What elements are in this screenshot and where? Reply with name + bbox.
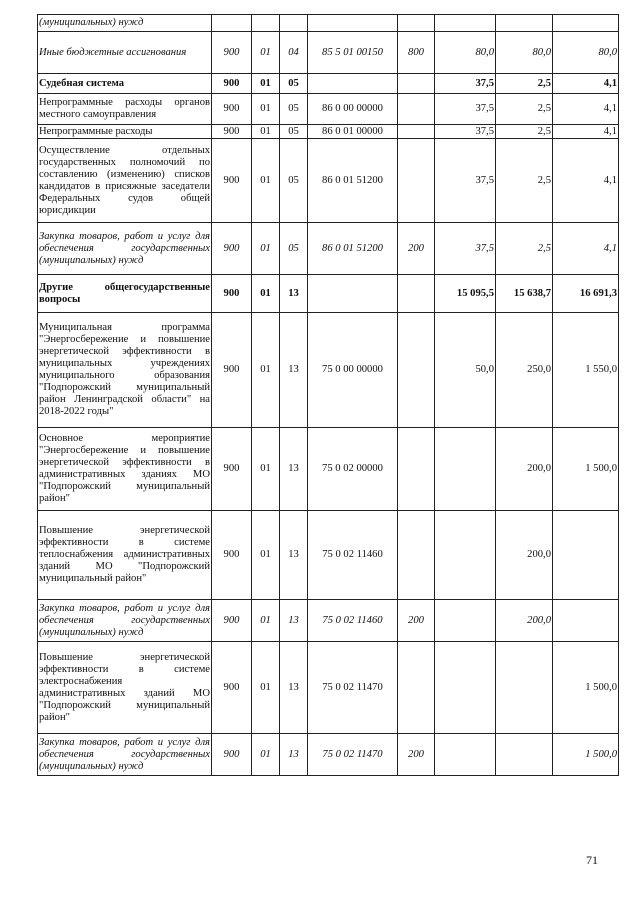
cell-amount-year-3: 4,1: [553, 139, 619, 223]
cell-amount-year-1: [435, 600, 496, 642]
table-row: [38, 139, 619, 223]
cell-expense-type: [398, 313, 435, 428]
cell-amount-year-1: [435, 428, 496, 511]
cell-section: [252, 15, 280, 32]
cell-admin-code: 900: [212, 139, 252, 223]
cell-amount-year-1: 37,5: [435, 139, 496, 223]
cell-admin-code: 900: [212, 313, 252, 428]
cell-name: Непрограммные расходы органов местного самоуправления: [38, 94, 212, 125]
table-row: [38, 600, 619, 642]
cell-amount-year-2: [496, 15, 553, 32]
cell-section: 01: [252, 94, 280, 125]
cell-amount-year-2: 200,0: [496, 600, 553, 642]
cell-admin-code: 900: [212, 94, 252, 125]
cell-target-article: 75 0 02 00000: [308, 428, 398, 511]
table-row: [38, 511, 619, 600]
cell-amount-year-1: [435, 511, 496, 600]
cell-subsection: 13: [280, 313, 308, 428]
cell-subsection: 13: [280, 428, 308, 511]
cell-amount-year-2: 80,0: [496, 32, 553, 74]
cell-name: Иные бюджетные ассигнования: [38, 32, 212, 74]
cell-amount-year-1: [435, 734, 496, 776]
cell-target-article: 86 0 00 00000: [308, 94, 398, 125]
cell-name: Другие общегосударственные вопросы: [38, 275, 212, 313]
cell-amount-year-2: [496, 734, 553, 776]
table-row: [38, 32, 619, 74]
cell-expense-type: 800: [398, 32, 435, 74]
cell-amount-year-3: 4,1: [553, 125, 619, 139]
cell-subsection: 13: [280, 734, 308, 776]
cell-amount-year-3: [553, 15, 619, 32]
table-row: [38, 223, 619, 275]
cell-name: Осуществление отдельных государственных полномочий по составлению (изменению) списков кандидатов в присяжные заседатели Федеральных судов общей юрисдикции: [38, 139, 212, 223]
cell-target-article: [308, 275, 398, 313]
cell-expense-type: [398, 74, 435, 94]
cell-amount-year-1: 37,5: [435, 94, 496, 125]
cell-amount-year-3: [553, 600, 619, 642]
cell-target-article: [308, 15, 398, 32]
cell-section: 01: [252, 734, 280, 776]
cell-section: 01: [252, 125, 280, 139]
table-row: [38, 74, 619, 94]
cell-amount-year-2: 15 638,7: [496, 275, 553, 313]
page-number: 71: [586, 853, 598, 867]
cell-subsection: 13: [280, 275, 308, 313]
cell-amount-year-2: 2,5: [496, 94, 553, 125]
cell-amount-year-3: 16 691,3: [553, 275, 619, 313]
cell-amount-year-3: 1 550,0: [553, 313, 619, 428]
cell-amount-year-2: 200,0: [496, 511, 553, 600]
cell-name: Закупка товаров, работ и услуг для обеспечения государственных (муниципальных) нужд: [38, 734, 212, 776]
cell-target-article: 86 0 01 51200: [308, 223, 398, 275]
cell-target-article: 75 0 02 11460: [308, 600, 398, 642]
cell-admin-code: 900: [212, 511, 252, 600]
cell-amount-year-2: 2,5: [496, 125, 553, 139]
cell-name: Закупка товаров, работ и услуг для обеспечения государственных (муниципальных) нужд: [38, 600, 212, 642]
table-row: [38, 15, 619, 32]
cell-expense-type: 200: [398, 223, 435, 275]
cell-amount-year-2: 2,5: [496, 223, 553, 275]
cell-admin-code: 900: [212, 32, 252, 74]
cell-target-article: 75 0 02 11470: [308, 642, 398, 734]
cell-section: 01: [252, 139, 280, 223]
cell-target-article: 86 0 01 51200: [308, 139, 398, 223]
cell-target-article: 75 0 00 00000: [308, 313, 398, 428]
cell-expense-type: [398, 139, 435, 223]
cell-amount-year-3: 4,1: [553, 74, 619, 94]
cell-subsection: 04: [280, 32, 308, 74]
cell-amount-year-1: [435, 15, 496, 32]
cell-amount-year-1: 80,0: [435, 32, 496, 74]
cell-amount-year-1: 37,5: [435, 125, 496, 139]
cell-amount-year-1: 37,5: [435, 223, 496, 275]
cell-expense-type: [398, 125, 435, 139]
cell-amount-year-2: 250,0: [496, 313, 553, 428]
cell-name: Повышение энергетической эффективности в системе электроснабжения административных зданий МО "Подпорожский муниципальный район": [38, 642, 212, 734]
cell-expense-type: [398, 511, 435, 600]
cell-name: Судебная система: [38, 74, 212, 94]
cell-name: Основное мероприятие "Энергосбережение и повышение энергетической эффективности в административных зданиях МО "Подпорожский муниципальный район": [38, 428, 212, 511]
table-row: [38, 642, 619, 734]
cell-amount-year-1: 15 095,5: [435, 275, 496, 313]
cell-amount-year-3: 1 500,0: [553, 734, 619, 776]
table-row: [38, 734, 619, 776]
cell-target-article: [308, 74, 398, 94]
cell-admin-code: 900: [212, 734, 252, 776]
cell-target-article: 75 0 02 11460: [308, 511, 398, 600]
cell-expense-type: [398, 275, 435, 313]
table-row: [38, 125, 619, 139]
cell-subsection: [280, 15, 308, 32]
table-row: [38, 428, 619, 511]
cell-amount-year-1: 37,5: [435, 74, 496, 94]
budget-table-body: [38, 15, 619, 776]
cell-admin-code: 900: [212, 125, 252, 139]
cell-subsection: 13: [280, 642, 308, 734]
cell-admin-code: 900: [212, 600, 252, 642]
cell-name: Непрограммные расходы: [38, 125, 212, 139]
cell-expense-type: 200: [398, 600, 435, 642]
cell-expense-type: 200: [398, 734, 435, 776]
cell-amount-year-2: 2,5: [496, 139, 553, 223]
cell-admin-code: [212, 15, 252, 32]
cell-expense-type: [398, 94, 435, 125]
cell-section: 01: [252, 600, 280, 642]
cell-subsection: 05: [280, 94, 308, 125]
cell-section: 01: [252, 428, 280, 511]
cell-subsection: 05: [280, 139, 308, 223]
cell-subsection: 13: [280, 600, 308, 642]
cell-subsection: 05: [280, 74, 308, 94]
cell-amount-year-3: 4,1: [553, 94, 619, 125]
cell-amount-year-1: [435, 642, 496, 734]
cell-name: Повышение энергетической эффективности в системе теплоснабжения административных зданий МО "Подпорожский муниципальный район": [38, 511, 212, 600]
cell-admin-code: 900: [212, 428, 252, 511]
cell-subsection: 05: [280, 125, 308, 139]
cell-section: 01: [252, 223, 280, 275]
cell-amount-year-1: 50,0: [435, 313, 496, 428]
table-row: [38, 313, 619, 428]
cell-expense-type: [398, 15, 435, 32]
table-row: [38, 94, 619, 125]
cell-subsection: 05: [280, 223, 308, 275]
table-row: [38, 275, 619, 313]
cell-name: Закупка товаров, работ и услуг для обеспечения государственных (муниципальных) нужд: [38, 223, 212, 275]
cell-target-article: 86 0 01 00000: [308, 125, 398, 139]
cell-amount-year-3: 1 500,0: [553, 642, 619, 734]
cell-amount-year-3: 80,0: [553, 32, 619, 74]
cell-section: 01: [252, 32, 280, 74]
cell-section: 01: [252, 313, 280, 428]
cell-section: 01: [252, 642, 280, 734]
budget-table: [37, 14, 619, 776]
cell-amount-year-3: 1 500,0: [553, 428, 619, 511]
cell-amount-year-2: 200,0: [496, 428, 553, 511]
cell-expense-type: [398, 428, 435, 511]
cell-subsection: 13: [280, 511, 308, 600]
cell-amount-year-2: 2,5: [496, 74, 553, 94]
cell-admin-code: 900: [212, 275, 252, 313]
cell-target-article: 75 0 02 11470: [308, 734, 398, 776]
cell-name: Муниципальная программа "Энергосбережение и повышение энергетической эффективности в муниципальных учреждениях муниципального образования "Подпорожский муниципальный район Ленинградской области" на 2018-2022 годы": [38, 313, 212, 428]
cell-amount-year-2: [496, 642, 553, 734]
cell-section: 01: [252, 74, 280, 94]
cell-section: 01: [252, 275, 280, 313]
cell-admin-code: 900: [212, 74, 252, 94]
cell-amount-year-3: [553, 511, 619, 600]
cell-expense-type: [398, 642, 435, 734]
cell-admin-code: 900: [212, 223, 252, 275]
cell-section: 01: [252, 511, 280, 600]
cell-target-article: 85 5 01 00150: [308, 32, 398, 74]
cell-amount-year-3: 4,1: [553, 223, 619, 275]
cell-admin-code: 900: [212, 642, 252, 734]
cell-name: (муниципальных) нужд: [38, 15, 212, 32]
